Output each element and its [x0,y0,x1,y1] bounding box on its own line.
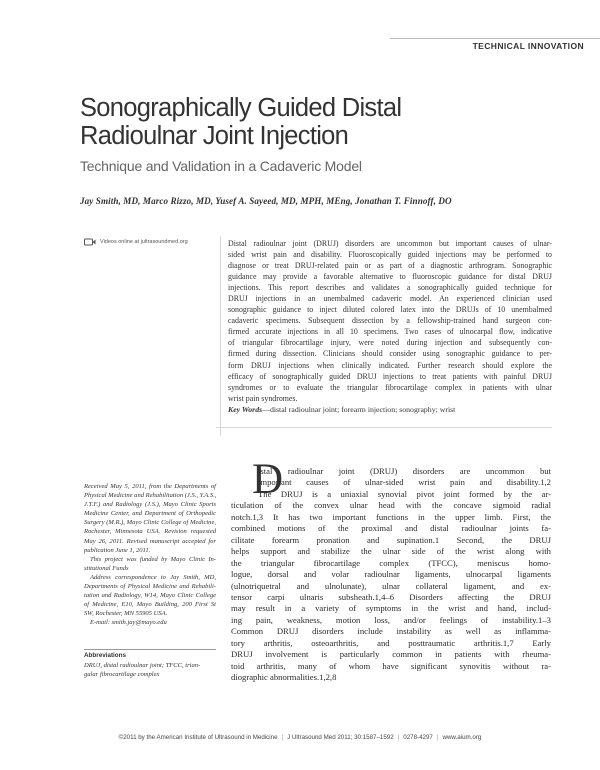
body-line: helps support and stabilize the ulnar side of the wrist along with [231,546,551,557]
received-line: Surgery (M.R.), Mayo Clinic College of Medicine, [84,519,216,527]
body-line: notch.1,3 It has two important functions in the upper limb. First, the [231,511,551,522]
body-line: may result in a variety of symptoms in the wrist and hand, includ- [231,603,551,614]
abstract-line: sided wrist pain and disability. Fluoroscopically guided injections may be performed to [228,250,552,260]
abstract [228,238,552,404]
email-line[interactable]: E-mail: smith.jay@mayo.edu [90,619,167,627]
abbreviations-text [84,661,216,679]
body-line: tory arthritis, osteoarthritis, and posttraumatic arthritis.1,7 Early [231,637,551,648]
footer-issn: 0278-4297 [403,734,433,741]
footer-copyright: ©2011 by the American Institute of Ultrasound in Medicine [118,734,278,741]
abstract-line: firmed accurate injections in all 10 specimens. Two cases of ulnocarpal flow, indicative [228,327,552,337]
body-line: The DRUJ is a uniaxial synovial pivot joint formed by the ar- [258,488,551,499]
abstract-line: injections. This report describes and validates a sonographically guided technique for [228,283,552,293]
title-line-2: Radioulnar Joint Injection [80,122,349,150]
abbreviations-rule [84,649,216,650]
address-line: SW, Rochester, MN 55905 USA. [84,610,168,618]
body-line: the triangular fibrocartilage complex (TFCC), meniscus homo- [231,557,551,568]
body-line: diographic abnormalities.1,2,8 [231,672,337,683]
abstract-line: guidance may provide a favorable alternative to fluoroscopic guidance for distal DRUJ [228,272,552,282]
drop-cap: D [252,456,284,503]
received-line: Medicine Center, and Department of Orthopedic [84,510,216,518]
received-line: Physical Medicine and Rehabilitation (J.S., Y.A.S., [84,492,217,500]
received-line: May 26, 2011. Revised manuscript accepted for [84,537,216,545]
body-line: ing pain, weakness, motion loss, and/or feelings of instability.1–3 [231,614,551,625]
keywords-text: —distal radioulnar joint; forearm injection; sonography; wrist [262,405,456,414]
abstract-divider-vertical [220,236,221,436]
body-line: DRUJ involvement is particularly common in patients with rheuma- [231,649,551,660]
keywords-label: Key Words [228,405,263,414]
video-note-text: Videos online at jultrasoundmed.org [100,239,188,245]
article-notes [84,482,216,628]
footer-citation: J Ultrasound Med 2011; 30:1587–1592 [287,734,394,741]
address-line: tation and Radiology, W14, Mayo Clinic College [84,592,216,600]
author-list: Jay Smith, MD, Marco Rizzo, MD, Yusef A. Sayeed, MD, MPH, MEng, Jonathan T. Finnoff, DO [80,196,452,206]
body-line: logue, dorsal and volar radioulnar ligaments, ulnocarpal ligaments [231,569,551,580]
body-line: tensor carpi ulnaris subsheath.1,4–6 Disorders affecting the DRUJ [231,591,551,602]
body-line: important causes of ulnar-sided wrist pain and disability.1,2 [258,477,551,488]
received-line: publication June 1, 2011. [84,546,151,554]
body-line: toid arthritis, many of whom have significant synovitis without ra- [231,660,551,671]
body-line: (ulnotriquetral and ulnolunate), ulnar collateral ligament, and ex- [231,580,551,591]
funding-line: This project was funded by Mayo Clinic In- [90,555,216,563]
received-line: Received May 5, 2011, from the Departments of [84,483,216,490]
abstract-line: of triangular fibrocartilage injury, were noted during injection and subsequently con- [228,338,552,348]
page-footer: ©2011 by the American Institute of Ultrasound in Medicine | J Ultrasound Med 2011; 30:1587–1592 | 0278-4297 | www.aium.org [118,734,482,741]
video-note[interactable] [84,238,188,246]
section-label: TECHNICAL INNOVATION [472,41,584,51]
abstract-line: DRUJ injections in an unembalmed cadaveric model. An experienced clinician used [228,294,552,304]
body-line: combined motions of the proximal and distal radioulnar joints fa- [231,523,551,534]
article-title [80,94,550,150]
received-line: J.T.F.) and Radiology (J.S.), Mayo Clinic Sports [84,501,216,509]
body-line: istal radioulnar joint (DRUJ) disorders are uncommon but [258,466,551,476]
received-line: Rochester, Minnesota USA. Revision requested [84,528,216,536]
body-line: Common DRUJ disorders include instability as well as inflamma- [231,626,551,637]
funding-line: stitutional Funds [84,564,129,572]
abstract-line: form DRUJ injections when clinically indicated. Further research should explore the [228,360,552,370]
video-camera-icon [84,238,96,246]
abstract-line: cadaveric specimens. Subsequent dissection by a fellowship-trained hand surgeon con- [228,316,552,326]
abstract-line: efficacy of sonographically guided DRUJ injections to treat patients with painful DRUJ [228,371,552,381]
title-line-1: Sonographically Guided Distal [80,94,402,122]
abstract-line: Distal radioulnar joint (DRUJ) disorders are uncommon but important causes of ulnar- [228,239,552,248]
abbreviations-line: gular fibrocartilage complex [84,671,160,679]
address-line: Address correspondence to Jay Smith, MD, [90,573,216,581]
abstract-line: sonographic guidance to inject diluted colored latex into the DRUJs of 10 unembalmed [228,305,552,315]
abstract-line: syndromes or to evaluate the triangular fibrocartilage complex in patients with ulnar [228,382,552,392]
body-line: ticulation of the convex ulnar head with the concave sigmoid radial [231,500,551,511]
body-text [231,466,551,684]
abbreviations-title: Abbreviations [84,652,126,659]
address-line: of Medicine, E10, Mayo Building, 200 First St [84,601,216,609]
abbreviations-line: DRUJ, distal radioulnar joint; TFCC, trian- [84,662,201,669]
keywords [228,405,455,414]
header-rule [390,38,600,39]
abstract-line: firmed during dissection. Clinicians should consider using sonographic guidance to per- [228,349,552,359]
abstract-line: wrist pain syndromes. [228,393,298,403]
body-line: cilitate forearm pronation and supination.1 Second, the DRUJ [231,534,551,545]
abstract-divider-horizontal [216,427,552,428]
address-line: Departments of Physical Medicine and Rehabili- [84,583,216,591]
abstract-line: diagnose or treat DRUJ-related pain or as part of a diagnostic arthrogram. Sonographic [228,261,552,271]
article-subtitle: Technique and Validation in a Cadaveric Model [80,158,362,174]
footer-url[interactable]: www.aium.org [442,734,482,741]
